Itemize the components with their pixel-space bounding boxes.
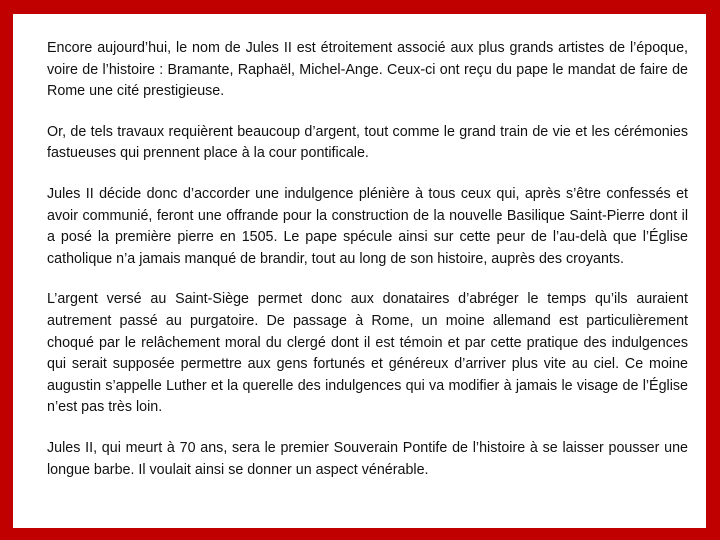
paragraph-beard: Jules II, qui meurt à 70 ans, sera le premier Souverain Pontife de l’histoire à se laisser pousser une longue barbe. Il voulait ainsi se donner un aspect vénérable. xyxy=(47,439,688,478)
paragraph-money-needs: Or, de tels travaux requièrent beaucoup d’argent, tout comme le grand train de vie et les cérémonies fastueuses qui prennent place à la cour pontificale. xyxy=(47,123,688,162)
paragraph-luther: L’argent versé au Saint-Siège permet donc aux donataires d’abréger le temps qu’ils auraient autrement passé au purgatoire. De passage à Rome, un moine allemand est particulièrement choqué par le relâchement moral du clergé dont il est témoin et par cette pratique des indulgences qui serait supposée permettre aux gens fortunés et généreux d’arriver plus vite au ciel. Ce moine augustin s’appelle Luther et la querelle des indulgences qui va modifier à jamais le visage de l’Église n’est pas très loin. xyxy=(47,291,688,416)
paragraph-indulgence-decision: Jules II décide donc d’accorder une indulgence plénière à tous ceux qui, après s’être confessés et avoir communié, feront une offrande pour la construction de la nouvelle Basilique Saint-Pierre dont il a posé la première pierre en 1505. Le pape spécule ainsi sur cette peur de l’au-delà que l’Église catholique n’a jamais manqué de brandir, tout au long de son histoire, auprès des croyants. xyxy=(47,185,688,267)
paragraph-jules-artists: Encore aujourd’hui, le nom de Jules II est étroitement associé aux plus grands artistes de l’époque, voire de l’histoire : Bramante, Raphaël, Michel-Ange. Ceux-ci ont reçu du pape le mandat de faire de Rome une cité prestigieuse. xyxy=(47,40,688,100)
text-panel xyxy=(13,14,706,528)
